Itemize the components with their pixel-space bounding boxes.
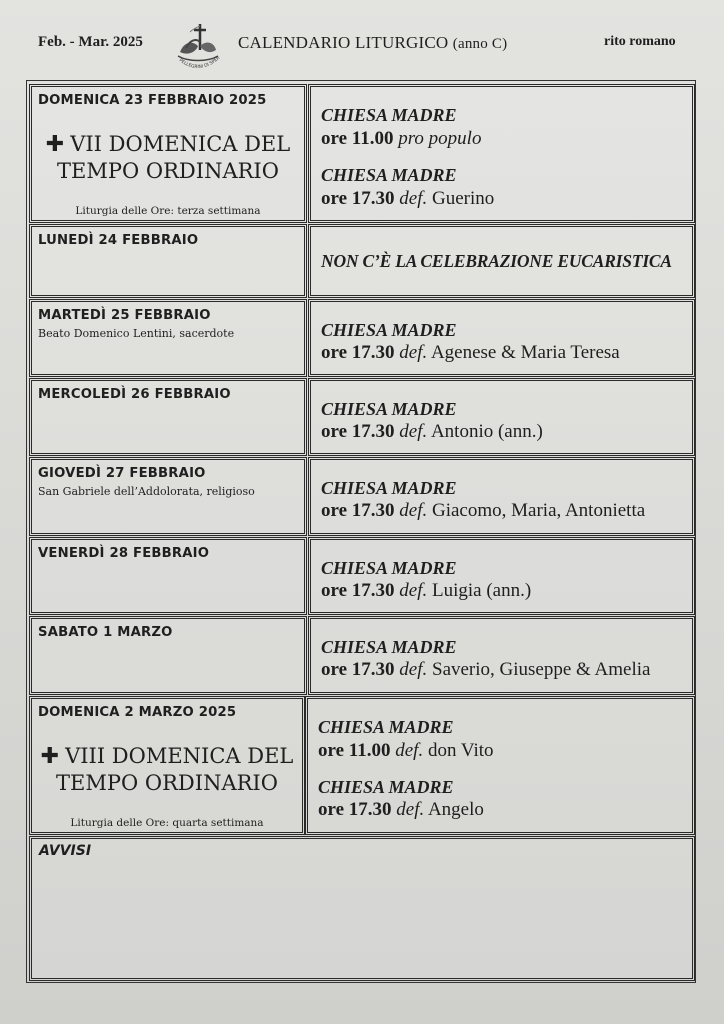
mass-time: ore 11.00 [318, 740, 391, 761]
day-cell [29, 84, 307, 223]
day-cell [29, 696, 305, 835]
day-cell [29, 616, 307, 695]
feast-title [32, 743, 302, 770]
mass-def: def. [395, 740, 424, 761]
feast-line: VII DOMENICA DEL [70, 132, 291, 156]
mass-entry [321, 500, 645, 522]
mass-def: def. [399, 342, 428, 363]
feast-line: TEMPO ORDINARIO [56, 771, 278, 795]
mass-cell [308, 457, 695, 536]
mass-time: ore 17.30 [321, 500, 395, 521]
mass-entry [321, 580, 531, 602]
mass-def: def. [399, 500, 428, 521]
day-cell [29, 457, 307, 536]
day-cell [29, 378, 307, 456]
jubilee-logo-icon [170, 18, 226, 74]
page-header [0, 0, 724, 80]
mass-def: def. [399, 188, 428, 209]
day-label: DOMENICA 2 MARZO 2025 [38, 705, 237, 720]
mass-cell [308, 537, 695, 615]
mass-entry [318, 740, 494, 762]
church-name: CHIESA MADRE [321, 320, 457, 340]
mass-entry [321, 342, 620, 364]
notices-box [29, 836, 695, 981]
mass-cell [308, 224, 695, 298]
no-celebration-notice: NON C’È LA CELEBRAZIONE EUCARISTICA [321, 251, 672, 271]
logo-text: PELLEGRINI DI SPER [177, 55, 222, 71]
mass-time: ore 11.00 [321, 128, 394, 149]
mass-name: Luigia (ann.) [432, 580, 532, 601]
mass-time: ore 17.30 [321, 659, 395, 680]
mass-cell [308, 299, 695, 377]
mass-entry [321, 421, 543, 443]
cross-icon: ✚ [40, 744, 60, 769]
mass-entry [321, 659, 650, 681]
mass-def: def. [399, 421, 428, 442]
liturgia-note: Liturgia delle Ore: terza settimana [75, 205, 261, 217]
mass-time: ore 17.30 [321, 580, 395, 601]
day-cell [29, 224, 307, 298]
church-name: CHIESA MADRE [318, 777, 454, 797]
church-name: CHIESA MADRE [321, 105, 457, 125]
title-text: CALENDARIO LITURGICO [238, 33, 449, 52]
mass-time: ore 17.30 [318, 799, 392, 820]
liturgia-note: Liturgia delle Ore: quarta settimana [70, 817, 264, 829]
mass-name: don Vito [427, 740, 494, 761]
mass-cell [308, 84, 695, 223]
day-label: VENERDÌ 28 FEBBRAIO [38, 546, 210, 561]
mass-def: def. [396, 799, 425, 820]
mass-def: def. [399, 659, 428, 680]
day-label: DOMENICA 23 FEBBRAIO 2025 [38, 93, 267, 108]
mass-def: def. [399, 580, 428, 601]
day-label: SABATO 1 MARZO [38, 625, 173, 640]
mass-entry [321, 188, 494, 210]
day-cell [29, 299, 307, 377]
mass-time: ore 17.30 [321, 188, 395, 209]
mass-time: ore 17.30 [321, 342, 395, 363]
mass-cell [308, 378, 695, 456]
church-name: CHIESA MADRE [321, 478, 457, 498]
feast-line: VIII DOMENICA DEL [65, 744, 294, 768]
church-name: CHIESA MADRE [321, 558, 457, 578]
mass-name: Antonio (ann.) [430, 421, 543, 442]
church-name: CHIESA MADRE [318, 717, 454, 737]
saint-of-day: Beato Domenico Lentini, sacerdote [38, 327, 235, 340]
mass-name: Agenese & Maria Teresa [430, 342, 620, 363]
period-label: Feb. - Mar. 2025 [38, 34, 143, 50]
day-label: GIOVEDÌ 27 FEBBRAIO [38, 466, 206, 481]
day-label: MERCOLEDÌ 26 FEBBRAIO [38, 387, 231, 402]
mass-name: Guerino [432, 188, 495, 209]
day-cell [29, 537, 307, 615]
mass-entry [321, 128, 481, 150]
cross-icon: ✚ [45, 132, 65, 157]
church-name: CHIESA MADRE [321, 637, 457, 657]
page-title [238, 33, 507, 53]
mass-name: Saverio, Giuseppe & Amelia [432, 659, 651, 680]
year-cycle: (anno C) [452, 36, 508, 52]
feast-line: TEMPO ORDINARIO [57, 159, 279, 183]
day-label: MARTEDÌ 25 FEBBRAIO [38, 308, 211, 323]
mass-name: Giacomo, Maria, Antonietta [432, 500, 646, 521]
church-name: CHIESA MADRE [321, 165, 457, 185]
feast-title [32, 131, 304, 158]
calendar-table [26, 80, 696, 983]
mass-entry [318, 799, 484, 821]
rite-label: rito romano [604, 34, 676, 49]
church-name: CHIESA MADRE [321, 399, 457, 419]
mass-name: Angelo [427, 799, 484, 820]
mass-cell [308, 616, 695, 695]
day-label: LUNEDÌ 24 FEBBRAIO [38, 233, 199, 248]
notices-label: AVVISI [39, 843, 92, 859]
mass-cell [305, 696, 695, 835]
saint-of-day: San Gabriele dell’Addolorata, religioso [38, 485, 255, 498]
svg-text:PELLEGRINI DI SPERANZA [170, 18, 221, 70]
mass-intention: pro populo [398, 128, 482, 149]
mass-time: ore 17.30 [321, 421, 395, 442]
